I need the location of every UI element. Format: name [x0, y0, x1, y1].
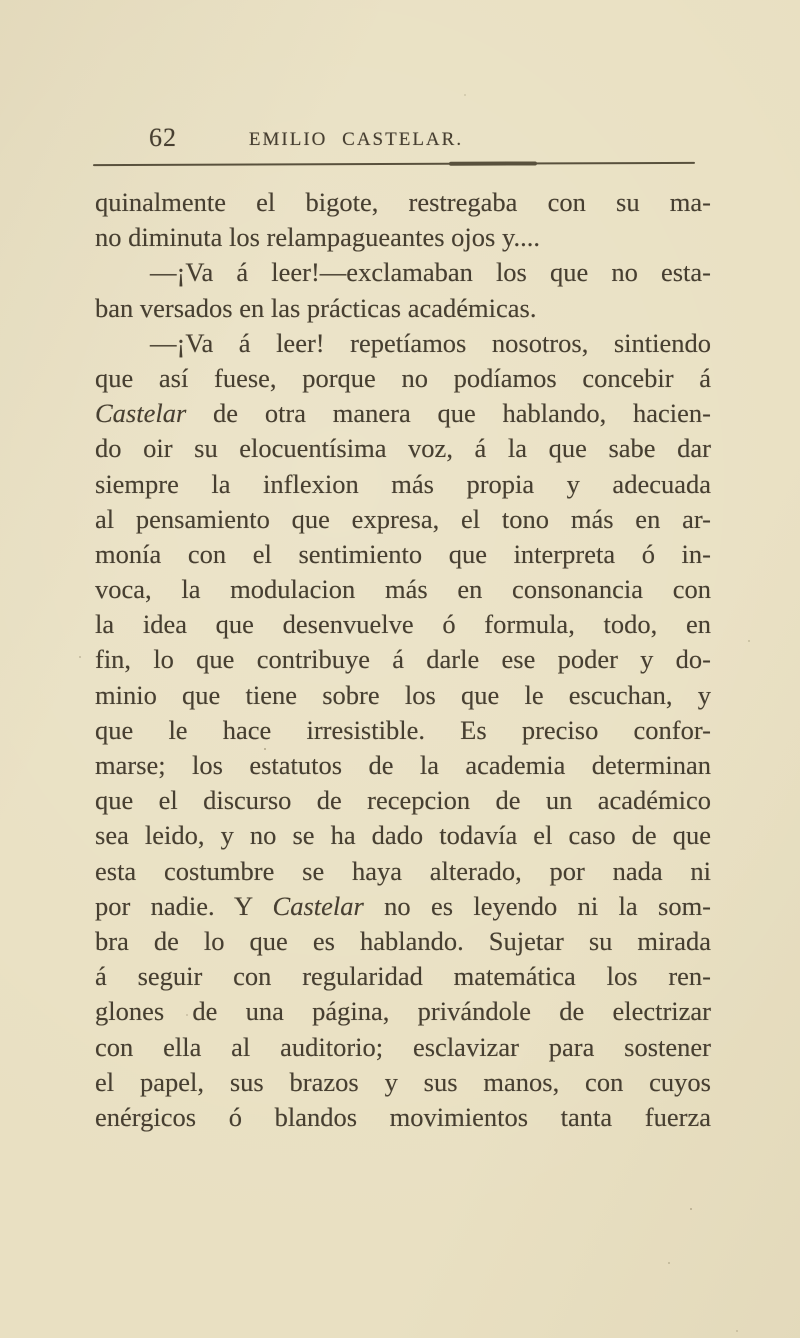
page-number: 62 [149, 123, 177, 152]
text-line [95, 220, 711, 255]
text-line [95, 291, 711, 326]
text-segment: ban versados en las prácticas académicas. [95, 292, 537, 323]
text-segment: con ella al auditorio; esclavizar para sostener [95, 1031, 711, 1062]
text-segment: que el discurso de recepcion de un académico [95, 785, 711, 816]
text-line [95, 396, 711, 431]
text-line [95, 502, 711, 537]
text-segment: el papel, sus brazos y sus manos, con cuyos [95, 1066, 711, 1097]
text-segment: glones de una página, privándole de electrizar [95, 996, 711, 1027]
text-line [95, 185, 711, 220]
text-line [95, 924, 711, 959]
text-line [95, 255, 711, 290]
text-segment: por nadie. Y [95, 890, 273, 921]
text-line [95, 818, 711, 853]
text-segment: sea leido, y no se ha dado todavía el caso de que [95, 820, 711, 851]
text-line [95, 1100, 711, 1135]
text-segment: al pensamiento que expresa, el tono más en ar- [95, 503, 711, 534]
text-segment: marse; los estatutos de la academia determinan [95, 750, 711, 780]
text-line [95, 713, 711, 748]
text-line [95, 748, 711, 783]
text-segment: esta costumbre se haya alterado, por nada ni [95, 855, 711, 886]
text-segment: voca, la modulacion más en consonancia con [95, 574, 711, 605]
text-line [95, 537, 711, 572]
text-segment: á seguir con regularidad matemática los ren- [95, 961, 711, 992]
text-segment: de otra manera que hablando, hacien- [186, 398, 711, 429]
running-title: EMILIO CASTELAR. [248, 129, 464, 150]
text-segment: quinalmente el bigote, restregaba con su ma- [95, 187, 711, 217]
text-line [95, 1065, 711, 1100]
text-segment: que le hace irresistible. Es preciso confor- [95, 714, 711, 745]
text-segment: la idea que desenvuelve ó formula, todo, en [95, 609, 711, 640]
text-segment: no es leyendo ni la som- [363, 890, 712, 921]
text-line [95, 854, 711, 889]
text-line [95, 959, 711, 994]
text-line [95, 431, 711, 466]
text-segment: fin, lo que contribuye á darle ese poder y do- [95, 644, 711, 675]
page-header [0, 0, 800, 180]
text-line [95, 1030, 711, 1065]
text-segment: no diminuta los relampagueantes ojos y.... [95, 222, 541, 253]
text-segment: monía con el sentimiento que interpreta ó in- [95, 538, 711, 569]
text-segment: —¡Va á leer!—exclamaban los que no esta- [150, 257, 711, 288]
text-line [95, 607, 711, 642]
text-line [95, 783, 711, 818]
text-segment: minio que tiene sobre los que le escuchan, y [95, 679, 711, 710]
text-line [95, 467, 711, 502]
page-body [95, 185, 711, 1135]
text-line [95, 361, 711, 396]
italic-text: Castelar [95, 398, 187, 429]
text-line [95, 889, 711, 924]
text-line [95, 642, 711, 677]
text-line [95, 678, 711, 713]
text-line [95, 326, 711, 361]
text-segment: do oir su elocuentísima voz, á la que sabe dar [95, 433, 711, 464]
text-segment: que así fuese, porque no podíamos concebir á [95, 362, 711, 393]
text-segment: enérgicos ó blandos movimientos tanta fuerza [95, 1101, 711, 1132]
text-segment: —¡Va á leer! repetíamos nosotros, sintiendo [150, 327, 711, 358]
text-segment: bra de lo que es hablando. Sujetar su mirada [95, 925, 711, 956]
header-rule-thick-segment [449, 161, 537, 165]
text-segment: siempre la inflexion más propia y adecuada [95, 468, 711, 499]
text-line [95, 994, 711, 1029]
text-line [95, 572, 711, 607]
italic-text: Castelar [272, 890, 364, 921]
